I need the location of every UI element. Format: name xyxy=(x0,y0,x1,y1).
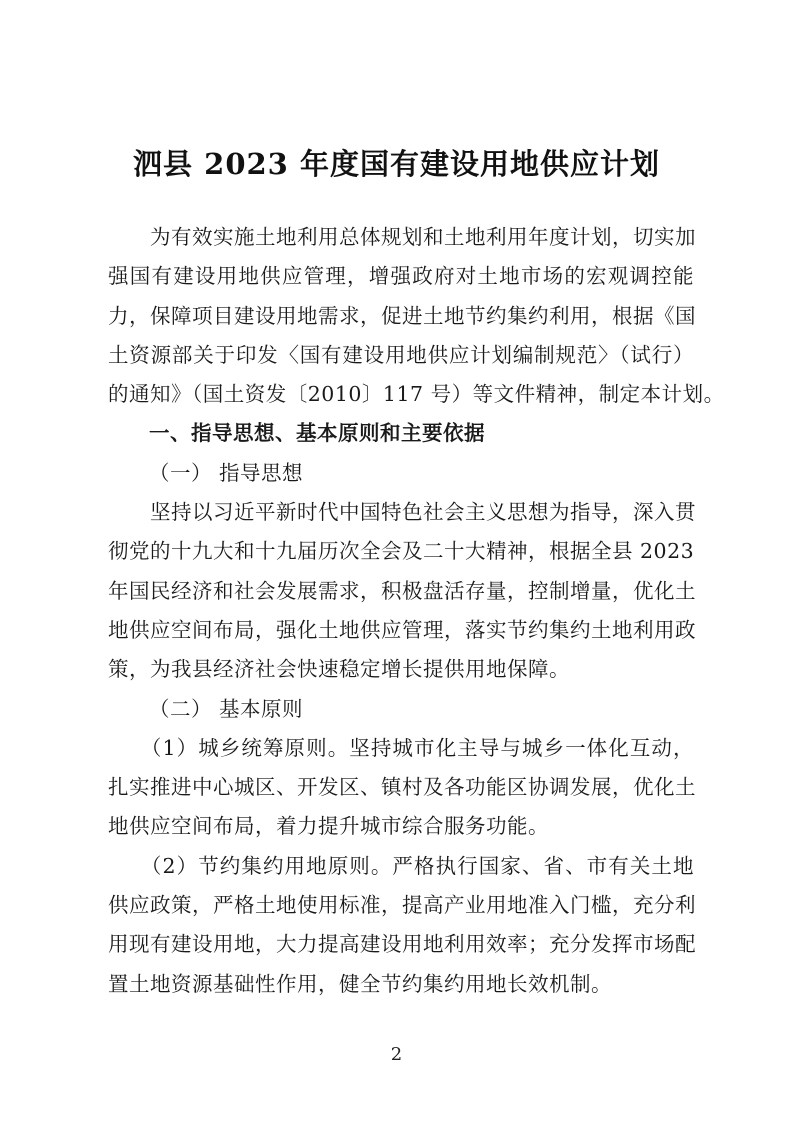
principle-1-paragraph xyxy=(108,729,694,847)
intro-line-2: 强国有建设用地供应管理，增强政府对土地市场的宏观调控能 xyxy=(108,264,694,289)
document-body xyxy=(108,218,725,1004)
principle-1-line-3: 地供应空间布局，着力提升城市综合服务功能。 xyxy=(108,814,549,839)
document-title: 泗县 2023 年度国有建设用地供应计划 xyxy=(133,147,660,181)
intro-line-5: 的通知》（国土资发〔2010〕117 号）等文件精神，制定本计划。 xyxy=(108,382,725,407)
guiding-line-4: 地供应空间布局，强化土地供应管理，落实节约集约土地利用政 xyxy=(108,617,696,642)
guiding-line-2: 彻党的十九大和十九届历次全会及二十大精神，根据全县 2023 xyxy=(108,539,695,564)
intro-line-3: 力，保障项目建设用地需求，促进土地节约集约利用，根据《国 xyxy=(108,303,696,328)
principle-2-line-1: （2）节约集约用地原则。严格执行国家、省、市有关土地 xyxy=(108,853,694,878)
principle-2-line-4: 置土地资源基础性作用，健全节约集约用地长效机制。 xyxy=(108,971,612,996)
intro-line-1: 为有效实施土地利用总体规划和土地利用年度计划，切实加 xyxy=(108,225,696,249)
subsection-heading-guiding-ideology: （一） 指导思想 xyxy=(149,460,304,485)
section-heading-1: 一、指导思想、基本原则和主要依据 xyxy=(149,421,485,446)
intro-line-4: 土资源部关于印发〈国有建设用地供应计划编制规范〉（试行） xyxy=(108,342,694,367)
principle-2-line-3: 用现有建设用地，大力提高建设用地利用效率；充分发挥市场配 xyxy=(108,932,696,957)
guiding-ideology-paragraph xyxy=(108,493,694,689)
guiding-line-1: 坚持以习近平新时代中国特色社会主义思想为指导，深入贯 xyxy=(108,500,696,525)
page-number: 2 xyxy=(390,1044,403,1065)
principle-1-line-1: （1）城乡统筹原则。坚持城市化主导与城乡一体化互动， xyxy=(108,735,694,760)
intro-paragraph xyxy=(108,218,725,414)
principle-1-line-2: 扎实推进中心城区、开发区、镇村及各功能区协调发展，优化土 xyxy=(108,775,696,800)
guiding-line-3: 年国民经济和社会发展需求，积极盘活存量，控制增量，优化土 xyxy=(108,578,696,603)
principle-2-line-2: 供应政策，严格土地使用标准，提高产业用地准入门槛，充分利 xyxy=(108,893,696,918)
guiding-line-5: 策，为我县经济社会快速稳定增长提供用地保障。 xyxy=(108,657,570,682)
subsection-heading-basic-principles: （二） 基本原则 xyxy=(149,696,304,721)
principle-2-paragraph xyxy=(108,847,694,1004)
